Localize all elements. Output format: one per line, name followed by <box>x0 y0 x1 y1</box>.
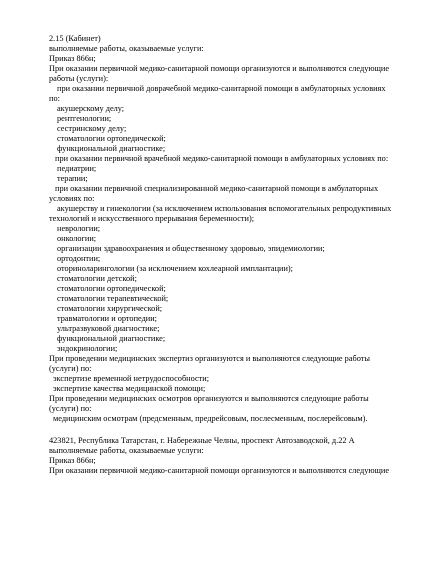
text-line: При оказании первичной медико-санитарной помощи организуются и выполняются следующие <box>49 466 390 475</box>
text-line: условиях по: <box>49 194 95 203</box>
text-line: работы (услуги): <box>49 74 109 83</box>
text-line: При проведении медицинских осмотров организуются и выполняются следующие работы <box>49 394 369 403</box>
text-line: Приказ 866н; <box>49 456 96 465</box>
text-line: эндокринологии; <box>57 344 118 353</box>
text-line: при оказании первичной врачебной медико-санитарной помощи в амбулаторных условиях по: <box>55 154 389 163</box>
text-line: травматологии и ортопедии; <box>57 314 157 323</box>
text-line: выполняемые работы, оказываемые услуги: <box>49 446 204 455</box>
text-line: ортодонтии; <box>57 254 101 263</box>
text-line: Приказ 866н; <box>49 54 96 63</box>
text-line: неврологии; <box>57 224 101 233</box>
text-line: экспертизе качества медицинской помощи; <box>53 384 206 393</box>
text-line: при оказании первичной доврачебной медико-санитарной помощи в амбулаторных условиях <box>57 84 386 93</box>
text-line: педиатрии; <box>57 164 97 173</box>
text-line: ультразвуковой диагностике; <box>57 324 160 333</box>
text-line: стоматологии ортопедической; <box>57 134 166 143</box>
text-line: онкологии; <box>57 234 97 243</box>
text-line: оториноларингологии (за исключением кохлеарной имплантации); <box>57 264 293 273</box>
text-line: стоматологии терапевтической; <box>57 294 169 303</box>
text-line: 2.15 (Кабинет) <box>49 34 101 43</box>
text-line: технологий и искусственного прерывания беременности); <box>49 214 255 223</box>
text-line: функциональной диагностике; <box>57 334 166 343</box>
text-line: стоматологии ортопедической; <box>57 284 166 293</box>
text-line: сестринскому делу; <box>57 124 127 133</box>
text-line: При проведении медицинских экспертиз организуются и выполняются следующие работы <box>49 354 370 363</box>
text-line: организации здравоохранения и общественному здоровью, эпидемиологии; <box>57 244 325 253</box>
text-line: 423821, Республика Татарстан, г. Набережные Челны, проспект Автозаводской, д.22 А <box>49 436 355 445</box>
text-line: экспертизе временной нетрудоспособности; <box>53 374 210 383</box>
text-line: функциональной диагностике; <box>57 144 166 153</box>
text-line: стоматологии детской; <box>57 274 137 283</box>
text-line: (услуги) по: <box>49 404 92 413</box>
text-line: стоматологии хирургической; <box>57 304 163 313</box>
text-line: акушерству и гинекологии (за исключением использования вспомогательных репродуктивных <box>57 204 392 213</box>
text-line: терапии; <box>57 174 88 183</box>
text-line: по: <box>49 94 60 103</box>
text-line: при оказании первичной специализированной медико-санитарной помощи в амбулаторных <box>55 184 379 193</box>
text-line: (услуги) по: <box>49 364 92 373</box>
text-line: выполняемые работы, оказываемые услуги: <box>49 44 204 53</box>
text-line: медицинским осмотрам (предсменным, предрейсовым, послесменным, послерейсовым). <box>53 414 368 423</box>
text-line: акушерскому делу; <box>57 104 125 113</box>
text-line: При оказании первичной медико-санитарной помощи организуются и выполняются следующие <box>49 64 390 73</box>
text-line: рентгенологии; <box>57 114 112 123</box>
